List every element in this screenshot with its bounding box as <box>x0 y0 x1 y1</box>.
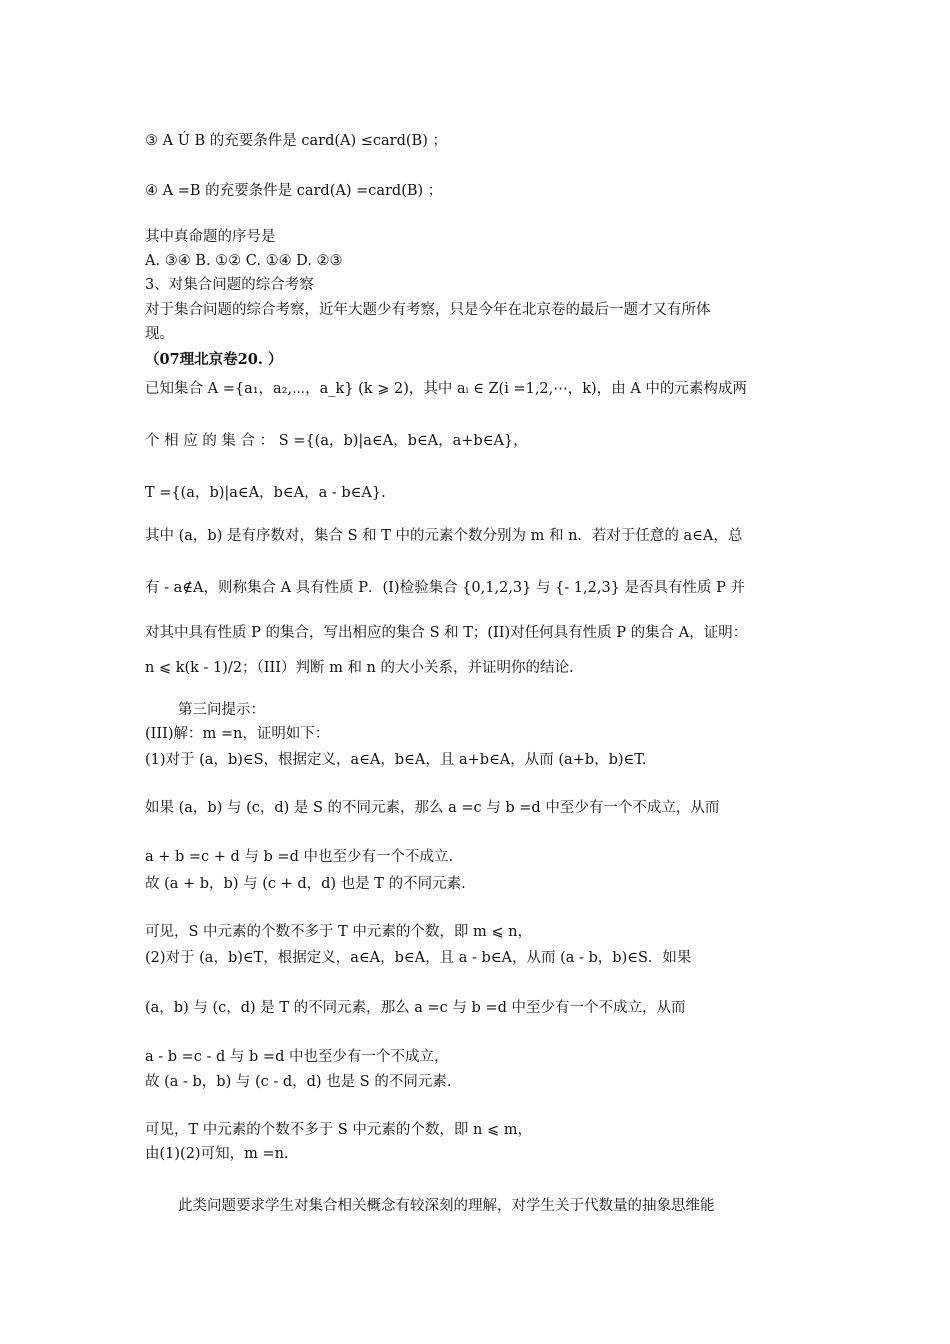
solution-line: 故 (a - b，b) 与 (c - d，d) 也是 S 的不同元素. <box>145 1074 452 1090</box>
paragraph: 对于集合问题的综合考察，近年大题少有考察，只是今年在北京卷的最后一题才又有所体 <box>145 302 711 318</box>
answer-options: A. ③④ B. ①② C. ①④ D. ②③ <box>145 253 343 269</box>
problem-line: T ={(a，b)|a∈A，b∈A，a - b∈A}. <box>145 485 386 501</box>
problem-line: 其中 (a，b) 是有序数对，集合 S 和 T 中的元素个数分别为 m 和 n．若对于任意的 a∈A，总 <box>145 528 743 544</box>
solution-line: (1)对于 (a，b)∈S，根据定义，a∈A，b∈A，且 a+b∈A，从而 (a+b，b)∈T. <box>145 752 647 768</box>
problem-line: 对其中具有性质 P 的集合，写出相应的集合 S 和 T；(II)对任何具有性质 P 的集合 A，证明： <box>145 625 748 641</box>
solution-line: a + b =c + d 与 b =d 中也至少有一个不成立. <box>145 849 454 865</box>
solution-line: 故 (a + b，b) 与 (c + d，d) 也是 T 的不同元素. <box>145 876 466 892</box>
problem-line: 有 - a∉A，则称集合 A 具有性质 P．(I)检验集合 {0,1,2,3} 与 {- 1,2,3} 是否具有性质 P 并 <box>145 580 746 596</box>
question-prompt: 其中真命题的序号是 <box>145 229 276 245</box>
section-heading: 3、对集合问题的综合考察 <box>145 277 314 293</box>
hint-heading: 第三问提示： <box>178 702 265 718</box>
solution-line: 由(1)(2)可知，m =n. <box>145 1146 289 1162</box>
paragraph: 现。 <box>145 326 174 342</box>
solution-line: (III)解：m =n，证明如下： <box>145 726 330 742</box>
statement-4: ④ A =B 的充要条件是 card(A) =card(B) ； <box>145 183 443 199</box>
solution-line: 可见，S 中元素的个数不多于 T 中元素的个数，即 m ⩽ n， <box>145 924 532 940</box>
solution-line: 可见，T 中元素的个数不多于 S 中元素的个数，即 n ⩽ m， <box>145 1122 532 1138</box>
closing-paragraph: 此类问题要求学生对集合相关概念有较深刻的理解，对学生关于代数量的抽象思维能 <box>178 1198 715 1214</box>
solution-line: a - b =c - d 与 b =d 中也至少有一个不成立， <box>145 1049 449 1065</box>
solution-line: (a，b) 与 (c，d) 是 T 的不同元素，那么 a =c 与 b =d 中至少有一个不成立，从而 <box>145 1000 686 1016</box>
solution-line: 如果 (a，b) 与 (c，d) 是 S 的不同元素，那么 a =c 与 b =d 中至少有一个不成立，从而 <box>145 800 720 816</box>
problem-line: 已知集合 A ={a₁，a₂,⋯，a_k} (k ⩾ 2)，其中 aᵢ ∈ Z(i =1,2,⋯，k)，由 A 中的元素构成两 <box>145 381 747 397</box>
problem-source: （07理北京卷20. ） <box>145 351 283 368</box>
problem-line: n ⩽ k(k - 1)/2；（III）判断 m 和 n 的大小关系，并证明你的结论. <box>145 660 574 676</box>
problem-line: 个 相 应 的 集 合 ： S ={(a，b)|a∈A，b∈A，a+b∈A}， <box>145 433 528 449</box>
statement-3: ③ A Ú B 的充要条件是 card(A) ≤card(B) ； <box>145 133 447 149</box>
solution-line: (2)对于 (a，b)∈T，根据定义，a∈A，b∈A，且 a - b∈A，从而 (a - b，b)∈S．如果 <box>145 950 692 966</box>
